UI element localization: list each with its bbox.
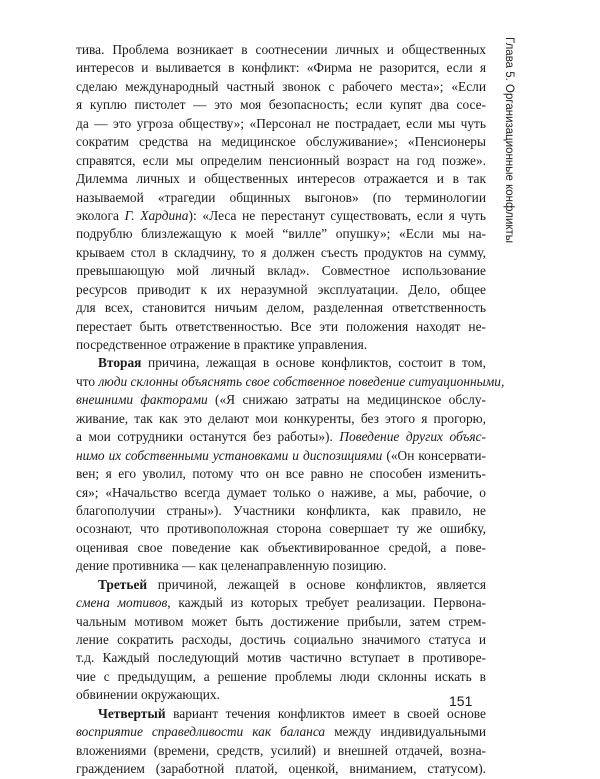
text-line [76,723,486,741]
text-run: между индивидуальными [325,724,486,740]
text-line [76,447,486,465]
text-line: благополучии страны»). Участники конфликта, как правило, не [76,502,486,518]
text-line: вложениями (времени, средств, усилий) и внешней отдачей, возна- [76,742,486,758]
running-head: Глава 5. Организационные конфликты [503,37,515,244]
italic-term: люди склонны объяснять свое собственное поведение ситуационными, [98,373,505,389]
italic-term: Поведение других объяс- [339,429,486,445]
text-line: посредственное отражение в практике управления. [76,337,368,352]
text-line [76,705,486,723]
text-line [76,207,486,225]
text-line: Дилемма личных и общественных интересов отражается и в так [76,171,486,187]
text-run: что [76,373,99,389]
text-line: интересов и выливается в конфликт: «Фирма не разорится, если я [76,60,486,76]
text-line: чие с предыдущим, а решение проблемы люди склонны искать в [76,668,486,684]
text-line: сократим средства на медицинское обслуживание»; «Пенсионеры [76,134,486,150]
text-line: т.д. Каждый последующий мотив частично вступает в противоре- [76,650,486,666]
body-text [76,41,505,779]
text-line: ресурсов приводит к их неразумной эксплуатации. Дело, общее [76,281,486,297]
text-line: да — это угроза обществу»; «Персонал не пострадает, если мы чуть [76,115,486,131]
text-line: вен; я его уволил, потому что он все равно не способен изменить- [76,466,486,482]
text-line [76,594,486,612]
text-run: эколога [76,207,125,223]
text-line [76,576,486,594]
text-line: сделаю международный частный звонок с рабочего места»; «Если [76,78,486,94]
text-run: а мои сотрудники останутся без работы»). [76,429,340,445]
text-run: причиной, лежащей в основе конфликтов, является [147,576,486,592]
author-name: Г. Хардина [124,207,189,223]
text-line: дение противника — как целенаправленную позицию. [76,558,387,574]
bold-term: Третьей [98,576,148,592]
text-line [76,428,486,446]
text-run: ): «Леса не перестанут существовать, если я чуть [188,207,486,223]
italic-term: восприятие справедливости как баланса [76,724,326,740]
text-line: называемой «трагедии общинных выгонов» (по терминологии [76,189,486,205]
page-number: 151 [449,693,473,709]
text-line: граждением (заработной платой, оценкой, вниманием, статусом). [76,761,486,777]
text-line [76,391,486,409]
text-line: ся»; «Начальство всегда думает только о наживе, а мы, рабочие, о [76,484,486,500]
text-run: («Он консервати- [382,447,487,463]
text-line: я куплю пистолет — это моя безопасность; если купят два сосе- [76,97,486,113]
text-line: перестает быть ответственностью. Все эти положения находят не- [76,318,486,334]
text-line: справятся, если мы определим пенсионный возраст на год позже». [76,152,486,168]
italic-term: внешними факторами [76,392,208,408]
text-line [76,373,505,391]
text-run: , каждый из которых требует реализации. Первона- [167,595,486,611]
text-line: осознают, что противоположная сторона совершает ту же ошибку, [76,521,486,537]
text-line: тива. Проблема возникает в соотнесении личных и общественных [76,42,486,57]
bold-term: Четвертый [98,705,166,721]
text-run: причина, лежащая в основе конфликтов, состоит в том, [141,355,486,371]
text-line: живание, так как это делают мои конкуренты, без этого я прогорю, [76,410,486,426]
text-line: для всех, становится ничьим делом, разделенная ответственность [76,300,486,316]
italic-term: смена мотивов [76,595,168,611]
text-line: превышающую мой личный вклад». Совместное использование [76,263,486,279]
text-line: крываем стол в складчину, то я должен съесть продуктов на сумму, [76,244,486,260]
text-line: ление сократить расходы, достичь социально значимого статуса и [76,632,486,647]
text-line: оценивая свое поведение как объективированное средой, а пове- [76,539,486,555]
text-line: обвинении окружающих. [76,687,220,703]
italic-term: нимо их собственными установками и диспозициями [76,447,383,463]
text-line [76,354,486,372]
text-line: чальным мотивом может быть достижение прибыли, затем стрем- [76,613,486,629]
text-run: вариант течения конфликтов имеет в своей основе [165,705,486,721]
text-run: («Я снижаю затраты на медицинское обслу- [207,392,486,408]
bold-term: Вторая [98,355,142,371]
text-line: подрублю близлежащую к моей “вилле” опушку»; «Если мы на- [76,226,486,242]
